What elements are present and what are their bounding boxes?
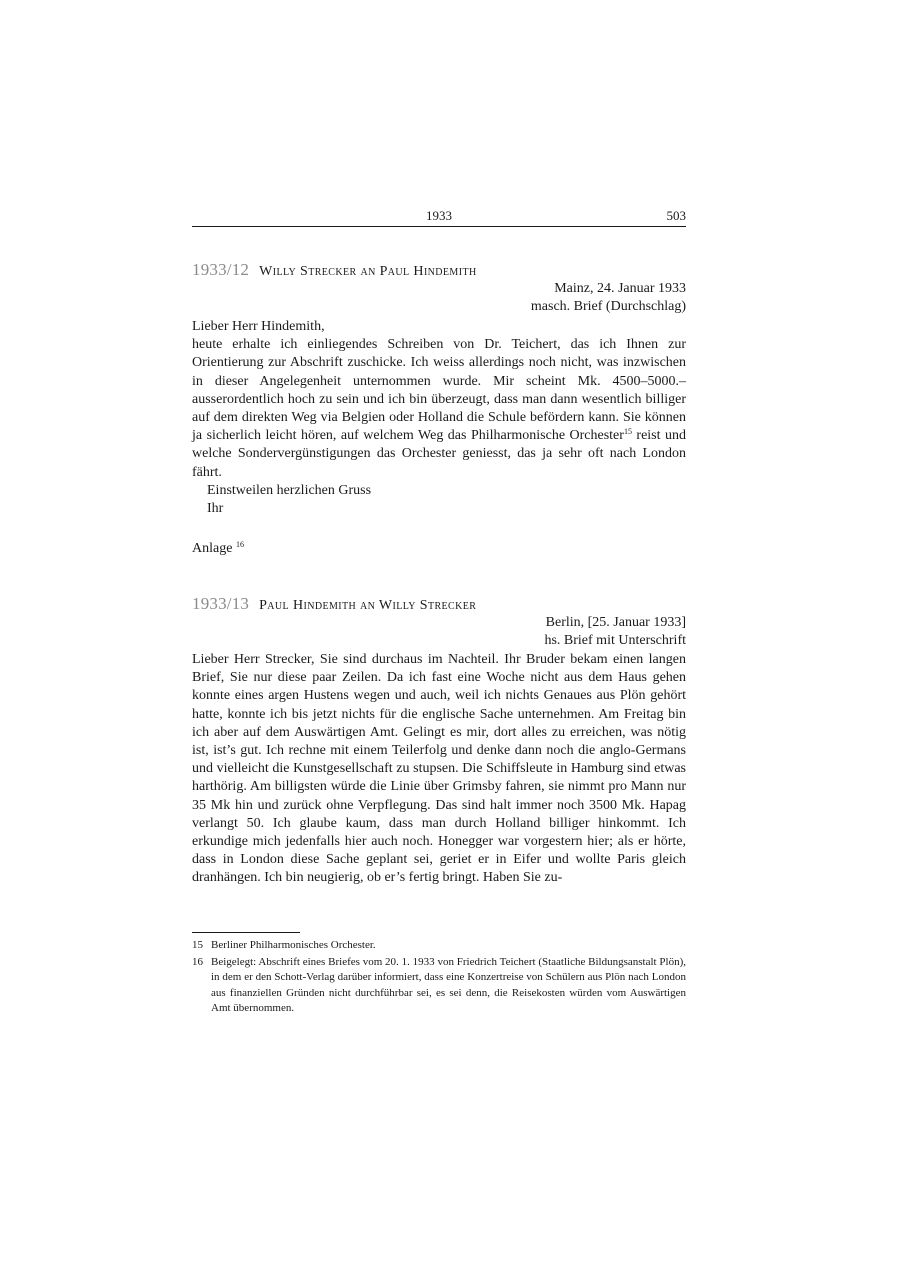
footnotes [192,938,686,1018]
footnote-ref: 16 [235,540,244,549]
letter-place-date: Mainz, 24. Januar 1933 [554,281,686,296]
footnote-text: Berliner Philharmonisches Orchester. [211,939,376,951]
letter-number: 1933/13 [192,594,250,613]
enclosure-label: Anlage [192,541,233,556]
footnote [192,955,686,1017]
page-number: 503 [666,208,686,223]
footnote-ref: 15 [623,427,632,437]
letter-doc-type: hs. Brief mit Unterschrift [544,633,686,648]
letter-meta [544,614,686,650]
letter-title: Paul Hindemith an Willy Strecker [259,598,477,613]
footnote-number: 16 [192,955,203,968]
letter-signoff: Ihr [207,501,224,517]
letter-closing: Einstweilen herzlichen Gruss [207,482,372,498]
letter-paragraph: Lieber Herr Strecker, Sie sind durchaus im Nachteil. Ihr Bruder bekam einen langen Brief, Sie nur diese paar Zeilen. Da ich fast eine Woche nicht aus dem Haus gehen konnte eines argen Hustens wegen und auch, weil ich nichts Genaues aus Plön gehört hatte, konnte ich bis jetzt nichts für die englische Sache unternehmen. Am Freitag bin ich aber auf dem Auswärtigen Amt. Gelingt es mir, dort alles zu erreichen, was nötig ist, ist’s gut. Ich rechne mit einem Teilerfolg und denke dann noch die anglo-Germans und vielleicht die Kunstgesellschaft zu stupsen. Die Schiffsleute in Hamburg sind etwas harthörig. Am billigsten würde die Linie über Grimsby fahren, sie nimmt pro Mann nur 35 Mk hin und zurück ohne Verpflegung. Das sind halt immer noch 3500 Mk. Hapag verlangt 50. Ich glaube kaum, dass man durch Holland billiger hinkommt. Ich erkundige mich jedenfalls hier auch noch. Honegger war vorgestern hier; als er hörte, dass in London diese Sache geplant sei, geriet er in Eifer und wollte Paris gleich dranhängen. Ich bin neugierig, ob er’s fertig bringt. Haben Sie zu- [192,652,686,886]
book-page [192,0,686,1273]
letter-heading [192,594,686,614]
letter-place-date: Berlin, [25. Januar 1933] [545,615,686,630]
footnote-number: 15 [192,939,203,951]
footnote-rule [192,932,300,933]
letter-body [192,318,686,518]
letter-text: heute erhalte ich einliegendes Schreiben von Dr. Teichert, das ich Ihnen zur Orientierung zur Abschrift zuschicke. Ich weiss allerdings noch nicht, was inzwischen in dieser Angelegenheit unternommen wurde. Mir scheint Mk. 4500–5000.– ausserordentlich hoch zu sein und ich bin überzeugt, dass man dann wesentlich billiger auf dem direkten Weg via Belgien oder Holland die Schule befördern kann. Sie können ja sicherlich leicht hören, auf welchem Weg das Philharmonische Orchester [192,337,686,444]
letter-heading [192,260,686,280]
footnote [192,938,686,954]
letter-body [192,651,686,888]
letter-enclosure [192,540,686,558]
running-head [192,206,686,227]
letter-salutation: Lieber Herr Hindemith, [192,319,325,334]
footnote-text: Beigelegt: Abschrift eines Briefes vom 20. 1. 1933 von Friedrich Teichert (Staatliche Bildungsanstalt Plön), in dem er den Schott-Verlag darüber informiert, dass eine Konzertreise von Schülern aus Plön nach London aus finanziellen Gründen nicht durchführbar sei, es sei denn, die Reisekosten würden vom Auswärtigen Amt übernommen. [211,955,686,1014]
letter-meta [531,280,686,316]
letter-title: Willy Strecker an Paul Hindemith [259,264,477,279]
running-head-year: 1933 [426,208,452,223]
letter-text: reist und welche Sondervergünstigungen das Orchester geniesst, das ja sehr oft nach London fährt. [192,428,686,480]
letter-doc-type: masch. Brief (Durchschlag) [530,299,686,314]
letter-paragraph [192,336,686,482]
letter-number: 1933/12 [192,260,250,279]
